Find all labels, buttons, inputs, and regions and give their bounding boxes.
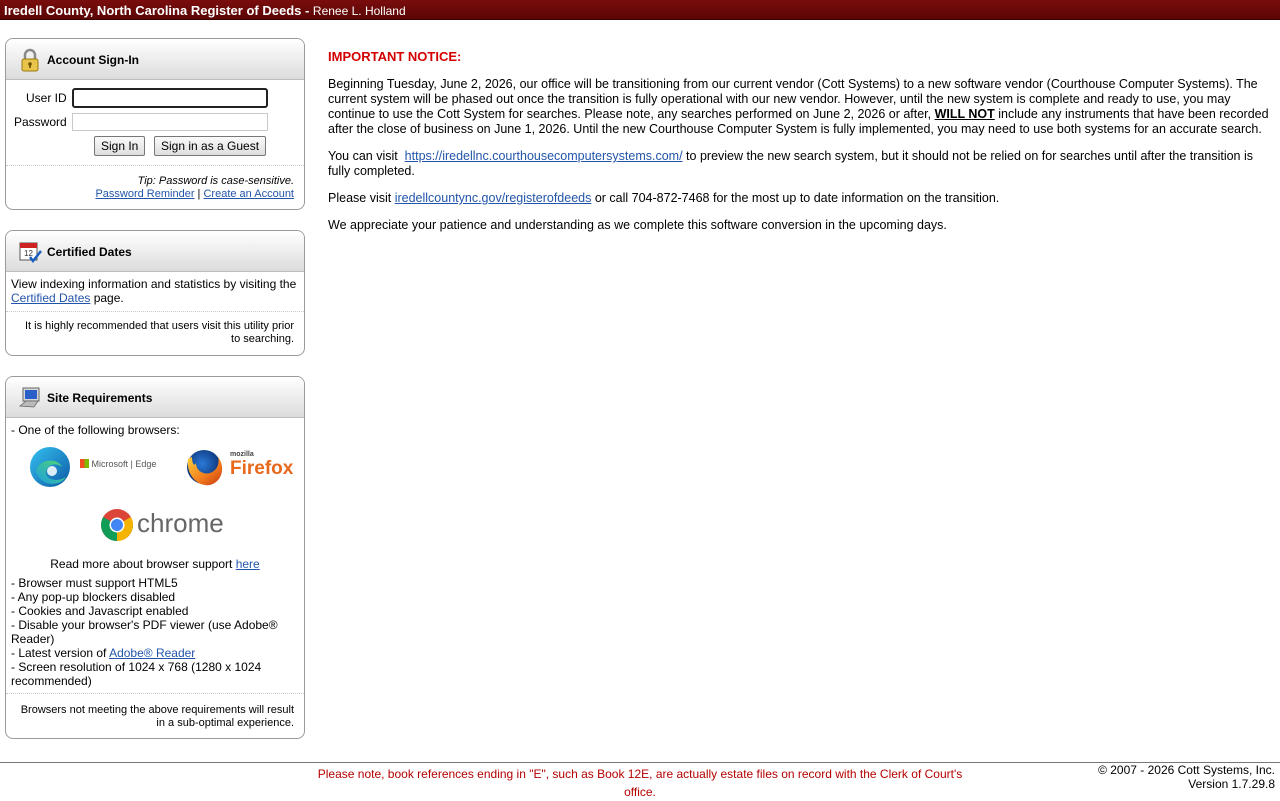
lock-icon	[18, 48, 42, 72]
calendar-icon	[18, 240, 42, 264]
certified-title: Certified Dates	[47, 245, 132, 259]
requirements-list	[11, 576, 296, 688]
notice-paragraph-4: We appreciate your patience and understanding as we complete this software conversion in the upcoming days.	[328, 218, 947, 232]
list-item: - Browser must support HTML5	[11, 576, 178, 590]
create-account-link[interactable]: Create an Account	[203, 188, 294, 200]
account-signin-panel	[5, 38, 305, 210]
county-website-link[interactable]: iredellcountync.gov/registerofdeeds	[394, 191, 592, 205]
password-reminder-link[interactable]: Password Reminder	[95, 188, 195, 200]
notice-paragraph-3: Please visit iredellcountync.gov/registerofdeeds or call 704-872-7468 for the most up to date information on the transition.	[328, 191, 1000, 205]
requirements-divider	[6, 693, 304, 694]
list-item: - Cookies and Javascript enabled	[11, 604, 189, 618]
signin-header	[6, 39, 304, 80]
certified-text: View indexing information and statistics by visiting the Certified Dates page.	[11, 277, 297, 305]
link-separator: |	[194, 188, 204, 200]
browser-support-link[interactable]: here	[235, 557, 260, 571]
browser-support-text: Read more about browser support here	[50, 557, 260, 571]
site-title: Iredell County, North Carolina Register of Deeds - Renee L. Holland	[4, 3, 406, 18]
version-text: Version 1.7.29.8	[1188, 777, 1275, 791]
signin-button[interactable]: Sign In	[94, 136, 145, 156]
userid-input[interactable]	[72, 88, 268, 108]
browsers-intro: - One of the following browsers:	[11, 423, 180, 437]
signin-divider	[6, 165, 304, 166]
svg-text:12: 12	[24, 249, 33, 258]
site-requirements-panel	[5, 376, 305, 739]
new-system-link[interactable]: https://iredellnc.courthousecomputersystems.com/	[404, 149, 683, 163]
requirements-title: Site Requirements	[47, 391, 153, 405]
userid-label: User ID	[26, 91, 67, 105]
firefox-logo-icon	[182, 445, 226, 489]
password-input[interactable]	[72, 113, 268, 131]
edge-label: Microsoft | Edge	[80, 459, 156, 469]
chrome-logo-icon	[100, 508, 134, 542]
guest-signin-button[interactable]: Sign in as a Guest	[154, 136, 266, 156]
adobe-reader-link[interactable]: Adobe® Reader	[109, 646, 196, 660]
computer-icon	[18, 386, 42, 410]
requirements-header	[6, 377, 304, 418]
certified-divider	[6, 311, 304, 312]
chrome-label: chrome	[137, 508, 224, 538]
list-item: - Disable your browser's PDF viewer (use Adobe® Reader)	[11, 618, 278, 646]
notice-paragraph-2: You can visit https://iredellnc.courthousecomputersystems.com/ to preview the new search system, but it should not be relied on for searches until after the transition is fully completed.	[328, 149, 1254, 178]
notice-heading: IMPORTANT NOTICE:	[328, 49, 462, 64]
firefox-label: mozilla Firefox	[230, 451, 294, 479]
will-not-emphasis: WILL NOT	[934, 107, 995, 121]
requirements-note: Browsers not meeting the above requirements will result in a sub-optimal experience.	[20, 704, 294, 729]
list-item: - Any pop-up blockers disabled	[11, 590, 176, 604]
list-item: - Latest version of Adobe® Reader	[11, 646, 196, 660]
signin-footer	[95, 175, 294, 201]
certified-header	[6, 231, 304, 272]
password-tip: Tip: Password is case-sensitive.	[137, 175, 294, 187]
certified-note: It is highly recommended that users visit this utility prior to searching.	[25, 320, 294, 345]
copyright-text: © 2007 - 2026 Cott Systems, Inc.	[1098, 763, 1275, 777]
footer-note: Please note, book references ending in "E", such as Book 12E, are actually estate files on record with the Clerk of Court's office.	[317, 767, 963, 799]
signin-title: Account Sign-In	[47, 53, 139, 67]
edge-logo-icon	[28, 445, 72, 489]
top-bar	[0, 0, 1280, 20]
certified-dates-panel	[5, 230, 305, 356]
password-label: Password	[14, 115, 67, 129]
footer-copyright	[1098, 763, 1275, 791]
notice-content	[328, 49, 1270, 245]
list-item: - Screen resolution of 1024 x 768 (1280 x 1024 recommended)	[11, 660, 262, 688]
user-name: Renee L. Holland	[312, 4, 406, 18]
certified-dates-link[interactable]: Certified Dates	[11, 291, 91, 305]
footer-divider	[0, 762, 1280, 763]
notice-paragraph-1: Beginning Tuesday, June 2, 2026, our office will be transitioning from our current vendor (Cott Systems) to a new software vendor (Courthouse Computer Systems). The current system will be phased out once the transition is fully operational with our new vendor. However, until the new system is complete and ready to use, you may continue to use the Cott System for searches. Please note, any searches performed on June 2, 2026 or after, WILL NOT include any instruments that have been recorded after the close of business on June 1, 2026. Until the new Courthouse Computer System is fully implemented, you may need to use both systems for an accurate search.	[328, 77, 1269, 136]
